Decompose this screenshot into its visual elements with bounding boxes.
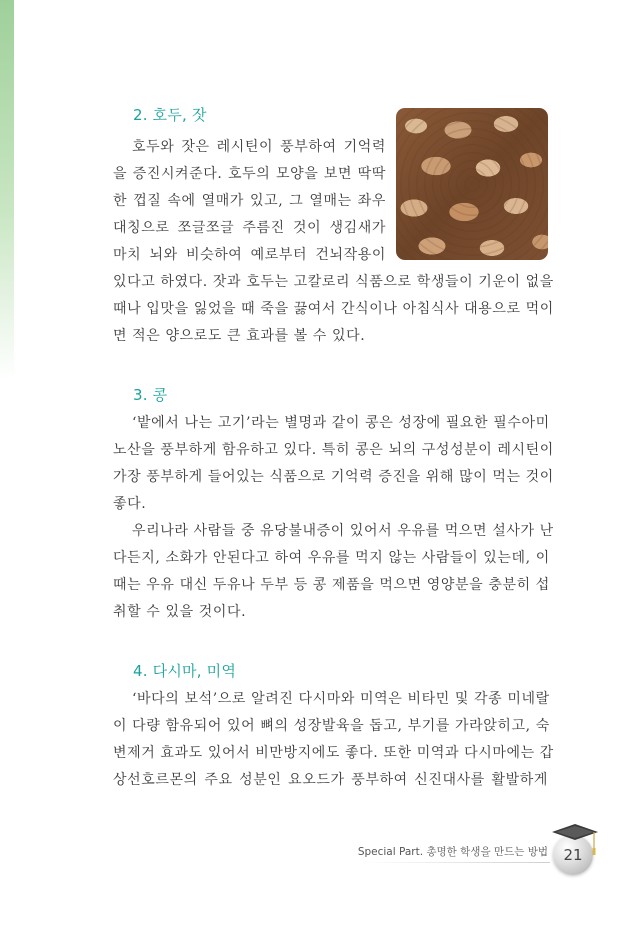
paragraph-line: 때는 우유 대신 두유나 두부 등 콩 제품을 먹으면 영양분을 충분히 섭: [113, 577, 550, 593]
running-title: Special Part. 총명한 학생을 만드는 방법: [357, 846, 548, 858]
paragraph-line: 면 적은 양으로도 큰 효과를 볼 수 있다.: [113, 328, 366, 344]
footer-divider: [360, 862, 550, 863]
paragraph-line: 이 다량 함유되어 있어 뼈의 성장발육을 돕고, 부기를 가라앉히고, 숙: [113, 718, 550, 734]
paragraph-line: 때나 입맛을 잃었을 때 죽을 끓여서 간식이나 아침식사 대용으로 먹이: [113, 301, 554, 317]
paragraph-line: ‘밭에서 나는 고기’라는 별명과 같이 콩은 성장에 필요한 필수아미: [132, 415, 550, 431]
paragraph-line: ‘바다의 보석’으로 알려진 다시마와 미역은 비타민 및 각종 미네랄: [132, 691, 550, 707]
paragraph-line: 좋다.: [113, 496, 147, 512]
walnut-photo: [396, 108, 548, 260]
side-accent-bar: [0, 0, 14, 380]
paragraph-line: 대칭으로 쪼글쪼글 주름진 것이 생김새가: [113, 220, 386, 236]
paragraph-line: 취할 수 있을 것이다.: [113, 604, 247, 620]
paragraph-line: 다든지, 소화가 안된다고 하여 우유를 먹지 않는 사람들이 있는데, 이: [113, 550, 550, 566]
section-title-walnut-pine-nut: 2. 호두, 잣: [133, 106, 207, 124]
graduation-cap-icon: [550, 822, 600, 858]
paragraph-line: 상선호르몬의 주요 성분인 요오드가 풍부하여 신진대사를 활발하게: [113, 772, 548, 788]
paragraph-line: 우리나라 사람들 중 유당불내증이 있어서 우유를 먹으면 설사가 난: [132, 523, 554, 539]
paragraph-line: 한 껍질 속에 열매가 있고, 그 열매는 좌우: [113, 193, 386, 209]
paragraph-line: 노산을 풍부하게 함유하고 있다. 특히 콩은 뇌의 구성성분이 레시틴이: [113, 442, 554, 458]
paragraph-line: 마치 뇌와 비슷하여 예로부터 건뇌작용이: [113, 247, 386, 263]
section-title-bean: 3. 콩: [133, 386, 168, 404]
paragraph-line: 을 증진시켜준다. 호두의 모양을 보면 딱딱: [113, 166, 386, 182]
section-title-kelp-seaweed: 4. 다시마, 미역: [133, 662, 237, 680]
paragraph-line: 호두와 잣은 레시틴이 풍부하여 기억력: [132, 139, 386, 155]
paragraph-line: 있다고 하였다. 잣과 호두는 고칼로리 식품으로 학생들이 기운이 없을: [113, 274, 554, 290]
page-number: 21: [563, 846, 583, 864]
paragraph-line: 가장 풍부하게 들어있는 식품으로 기억력 증진을 위해 많이 먹는 것이: [113, 469, 554, 485]
paragraph-line: 변제거 효과도 있어서 비만방지에도 좋다. 또한 미역과 다시마에는 갑: [113, 745, 554, 761]
